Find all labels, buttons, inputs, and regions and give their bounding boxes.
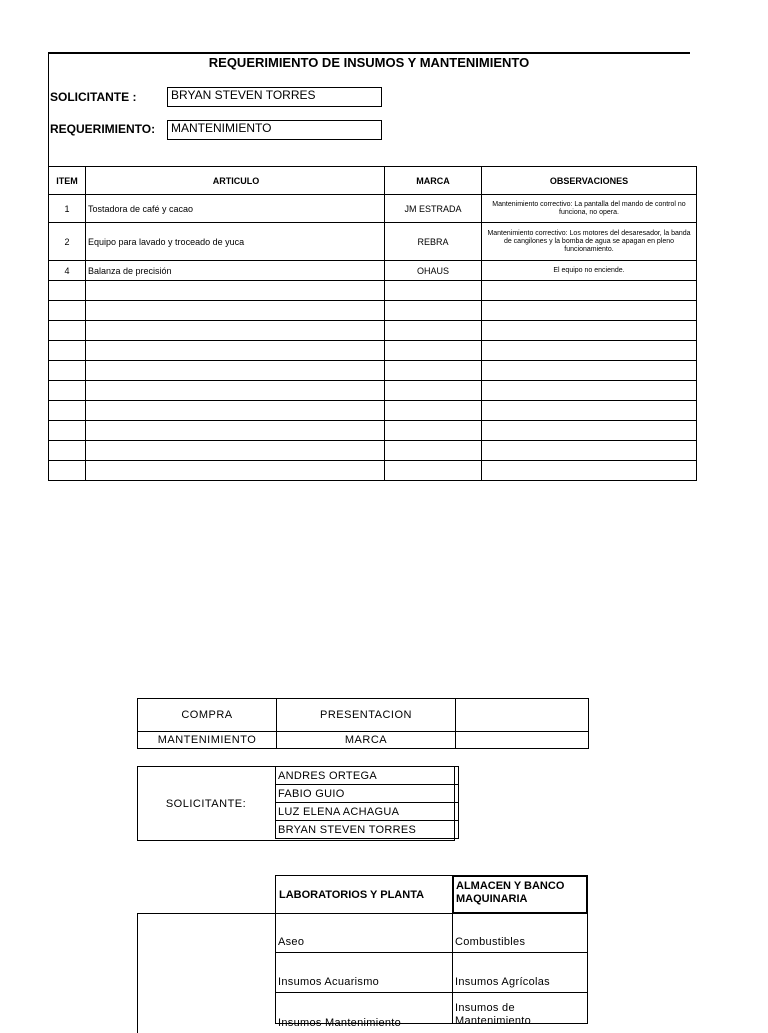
row-item[interactable]: 2: [49, 223, 86, 261]
list-item[interactable]: FABIO GUIO: [276, 785, 459, 803]
table-row-empty: [49, 341, 697, 361]
empty-cell[interactable]: [482, 421, 697, 441]
empty-cell[interactable]: [482, 321, 697, 341]
table-row-empty: [49, 401, 697, 421]
empty-cell[interactable]: [482, 441, 697, 461]
option-compra[interactable]: COMPRA: [138, 699, 277, 732]
table-row-empty: [49, 321, 697, 341]
empty-cell[interactable]: [49, 401, 86, 421]
option-marca[interactable]: MARCA: [277, 732, 456, 749]
empty-cell[interactable]: [482, 461, 697, 481]
empty-cell[interactable]: [86, 321, 385, 341]
items-table: [48, 166, 697, 481]
category-left-cell: [137, 913, 275, 1033]
header-observaciones: OBSERVACIONES: [482, 167, 697, 195]
empty-cell[interactable]: [385, 301, 482, 321]
table-row-empty: [49, 421, 697, 441]
category-item[interactable]: Aseo: [275, 913, 453, 953]
empty-cell[interactable]: [86, 281, 385, 301]
row-observaciones[interactable]: Mantenimiento correctivo: Los motores del desaresador, la banda de cangilones y la bomba de agua se apagan en pleno funcionamiento.: [482, 223, 697, 261]
option-mantenimiento[interactable]: MANTENIMIENTO: [138, 732, 277, 749]
row-observaciones[interactable]: El equipo no enciende.: [482, 261, 697, 281]
list-item[interactable]: ANDRES ORTEGA: [276, 767, 459, 785]
empty-cell[interactable]: [86, 401, 385, 421]
table-row-empty: [49, 381, 697, 401]
empty-cell[interactable]: [86, 341, 385, 361]
category-header-laboratorios: LABORATORIOS Y PLANTA: [275, 875, 453, 914]
table-row: [49, 195, 697, 223]
category-header-almacen: ALMACEN Y BANCO MAQUINARIA: [452, 875, 588, 914]
list-item[interactable]: BRYAN STEVEN TORRES: [276, 821, 459, 839]
empty-cell[interactable]: [49, 441, 86, 461]
empty-cell[interactable]: [385, 421, 482, 441]
empty-cell[interactable]: [49, 341, 86, 361]
empty-cell[interactable]: [49, 381, 86, 401]
options-table: [137, 698, 589, 749]
empty-cell[interactable]: [385, 461, 482, 481]
row-marca[interactable]: OHAUS: [385, 261, 482, 281]
empty-cell[interactable]: [482, 401, 697, 421]
solicitante-list: [275, 766, 459, 839]
empty-cell[interactable]: [385, 441, 482, 461]
category-item[interactable]: Combustibles: [452, 913, 588, 953]
empty-cell[interactable]: [482, 301, 697, 321]
empty-cell[interactable]: [482, 361, 697, 381]
solicitante-label: SOLICITANTE :: [50, 90, 137, 104]
category-item[interactable]: Insumos Agrícolas: [452, 952, 588, 993]
empty-cell[interactable]: [86, 421, 385, 441]
solicitante-field[interactable]: BRYAN STEVEN TORRES: [167, 87, 382, 107]
row-marca[interactable]: JM ESTRADA: [385, 195, 482, 223]
row-item[interactable]: 1: [49, 195, 86, 223]
form-title: REQUERIMIENTO DE INSUMOS Y MANTENIMIENTO: [208, 55, 530, 70]
table-header-row: [49, 167, 697, 195]
table-row-empty: [49, 361, 697, 381]
empty-cell[interactable]: [482, 281, 697, 301]
requerimiento-field[interactable]: MANTENIMIENTO: [167, 120, 382, 140]
row-articulo[interactable]: Equipo para lavado y troceado de yuca: [86, 223, 385, 261]
category-item-label: Insumos Mantenimiento: [278, 1017, 402, 1029]
empty-cell[interactable]: [49, 321, 86, 341]
category-item[interactable]: Insumos de Mantenimiento: [452, 992, 588, 1024]
header-marca: MARCA: [385, 167, 482, 195]
row-item[interactable]: 4: [49, 261, 86, 281]
table-row: [49, 261, 697, 281]
empty-cell[interactable]: [385, 381, 482, 401]
empty-cell[interactable]: [86, 441, 385, 461]
option-empty[interactable]: [456, 699, 589, 732]
option-presentacion[interactable]: PRESENTACION: [277, 699, 456, 732]
solicitante-list-label: SOLICITANTE:: [165, 797, 247, 810]
category-item[interactable]: [275, 992, 453, 1029]
table-row-empty: [49, 441, 697, 461]
header-item: ITEM: [49, 167, 86, 195]
empty-cell[interactable]: [385, 341, 482, 361]
table-row-empty: [49, 461, 697, 481]
list-item[interactable]: LUZ ELENA ACHAGUA: [276, 803, 459, 821]
empty-cell[interactable]: [86, 361, 385, 381]
empty-cell[interactable]: [86, 461, 385, 481]
empty-cell[interactable]: [49, 461, 86, 481]
row-marca[interactable]: REBRA: [385, 223, 482, 261]
empty-cell[interactable]: [49, 421, 86, 441]
empty-cell[interactable]: [49, 361, 86, 381]
empty-cell[interactable]: [49, 281, 86, 301]
empty-cell[interactable]: [482, 381, 697, 401]
row-observaciones[interactable]: Mantenimiento correctivo: La pantalla del mando de control no funciona, no opera.: [482, 195, 697, 223]
category-item[interactable]: Insumos Acuarismo: [275, 952, 453, 993]
header-articulo: ARTICULO: [86, 167, 385, 195]
table-row-empty: [49, 301, 697, 321]
row-articulo[interactable]: Balanza de precisión: [86, 261, 385, 281]
table-row: [49, 223, 697, 261]
empty-cell[interactable]: [86, 301, 385, 321]
requerimiento-label: REQUERIMIENTO:: [50, 122, 156, 136]
empty-cell[interactable]: [385, 281, 482, 301]
table-row-empty: [49, 281, 697, 301]
empty-cell[interactable]: [86, 381, 385, 401]
empty-cell[interactable]: [49, 301, 86, 321]
empty-cell[interactable]: [385, 321, 482, 341]
empty-cell[interactable]: [385, 361, 482, 381]
option-empty-2[interactable]: [456, 732, 589, 749]
row-articulo[interactable]: Tostadora de café y cacao: [86, 195, 385, 223]
empty-cell[interactable]: [385, 401, 482, 421]
empty-cell[interactable]: [482, 341, 697, 361]
